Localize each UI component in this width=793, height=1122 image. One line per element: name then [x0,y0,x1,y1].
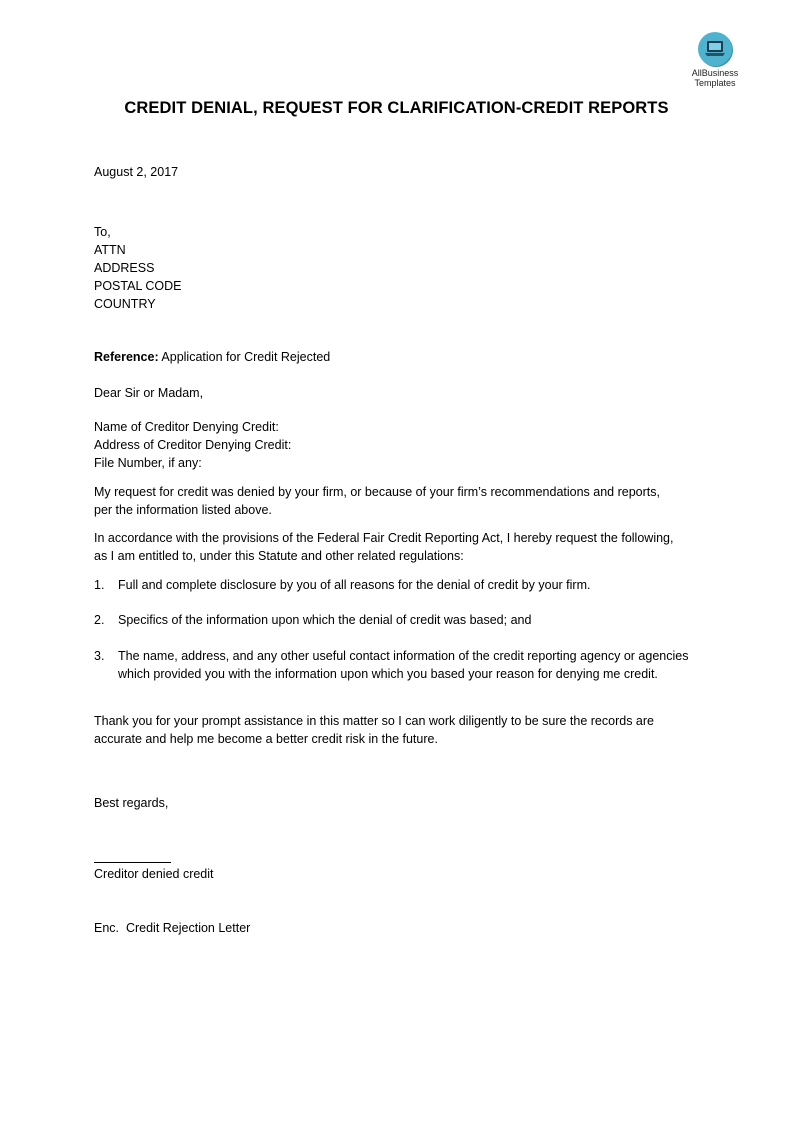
list-item [94,576,714,594]
paragraph-denial: My request for credit was denied by your firm, or because of your firm’s recommendations and reports, per the information listed above. [94,485,660,517]
list-number: 2. [94,613,105,627]
reference-line [94,348,714,366]
paragraph-thanks: Thank you for your prompt assistance in this matter so I can work diligently to be sure the records are accurate and help me become a better credit risk in the future. [94,714,654,746]
list-number: 1. [94,578,105,592]
letter-date: August 2, 2017 [94,165,179,179]
enclosure-note: Enc. Credit Rejection Letter [94,921,251,935]
creditor-address-field: Address of Creditor Denying Credit: [94,438,292,452]
creditor-name-field: Name of Creditor Denying Credit: [94,420,279,434]
signer-name: Creditor denied credit [94,867,214,881]
company-logo [684,32,746,88]
signature-line [94,862,171,863]
creditor-fields [94,418,714,472]
list-item [94,611,714,629]
list-text: The name, address, and any other useful contact information of the credit reporting agency or agencies which provided you with the information upon which you based your reason for denying me credit. [118,649,689,681]
reference-label: Reference: [94,350,159,364]
address-line: To, [94,225,111,239]
paragraph-request: In accordance with the provisions of the Federal Fair Credit Reporting Act, I hereby request the following, as I am entitled to, under this Statute and other related regulations: [94,531,674,563]
address-line: COUNTRY [94,297,156,311]
recipient-address [94,223,714,313]
salutation: Dear Sir or Madam, [94,386,204,400]
logo-text: AllBusiness Templates [691,68,739,88]
laptop-icon [698,32,732,66]
address-line: ATTN [94,243,126,257]
document-title: CREDIT DENIAL, REQUEST FOR CLARIFICATION-CREDIT REPORTS [124,99,669,117]
list-text: Specifics of the information upon which the denial of credit was based; and [118,613,532,627]
address-line: ADDRESS [94,261,155,275]
closing: Best regards, [94,796,169,810]
file-number-field: File Number, if any: [94,456,202,470]
address-line: POSTAL CODE [94,279,182,293]
list-text: Full and complete disclosure by you of all reasons for the denial of credit by your firm. [118,578,591,592]
list-item [94,647,694,683]
reference-text: Application for Credit Rejected [158,350,331,364]
list-number: 3. [94,649,105,663]
